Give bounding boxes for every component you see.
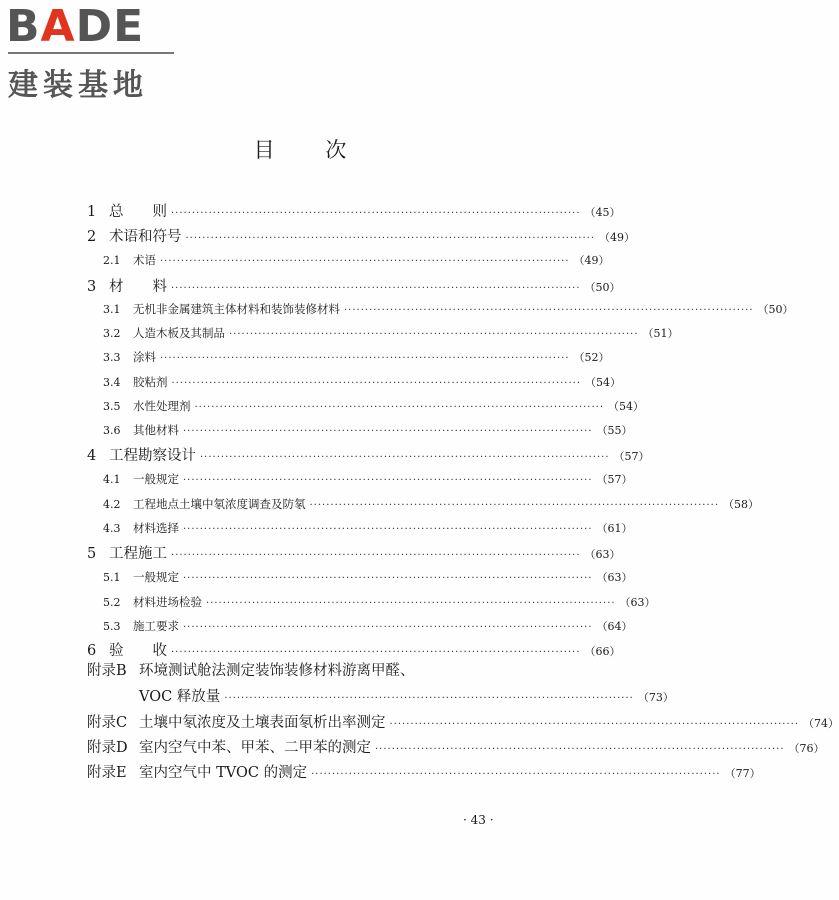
toc-entry-page: （77） xyxy=(724,767,761,780)
toc-entry[interactable] xyxy=(103,520,633,536)
toc-entry-number: 2.1 xyxy=(103,254,121,267)
toc-entry-number: 附录C xyxy=(87,715,128,731)
toc-entry[interactable] xyxy=(87,639,621,660)
toc-entry-label: 其他材料 xyxy=(133,423,179,437)
toc-leader-dots: ·································································································· xyxy=(171,550,581,561)
toc-entry[interactable] xyxy=(87,542,621,563)
toc-entry-label: 工程地点土壤中氡浓度调查及防氡 xyxy=(133,497,306,511)
toc-entry-page: （50） xyxy=(584,281,621,294)
toc-entry-page: （61） xyxy=(596,522,633,535)
logo-letter-accent: A xyxy=(40,1,76,52)
toc-entry-label: 施工要求 xyxy=(133,619,179,633)
toc-appendix-entry[interactable] xyxy=(87,711,839,732)
toc-leader-dots: ·································································································· xyxy=(171,283,581,294)
toc-entry-number: 3.1 xyxy=(103,303,121,316)
toc-entry-label: 人造木板及其制品 xyxy=(133,326,225,340)
toc-entry-label: 工程施工 xyxy=(109,546,167,562)
page-number: · 43 · xyxy=(463,813,494,827)
toc-entry-number: 5.3 xyxy=(103,620,121,633)
toc-entry-number: 附录E xyxy=(87,765,127,781)
toc-entry[interactable] xyxy=(103,618,633,634)
toc-entry-number: 4.1 xyxy=(103,473,121,486)
toc-entry-label: 无机非金属建筑主体材料和装饰装修材料 xyxy=(133,302,340,316)
toc-entry-number: 5 xyxy=(87,546,97,562)
toc-entry-page: （55） xyxy=(596,424,633,437)
toc-entry-page: （54） xyxy=(585,376,622,389)
toc-entry[interactable] xyxy=(87,200,621,221)
toc-entry-page: （45） xyxy=(584,206,621,219)
toc-entry[interactable] xyxy=(103,325,679,341)
logo-letter: B xyxy=(6,1,41,52)
toc-entry-page: （57） xyxy=(596,473,633,486)
bade-logo xyxy=(6,1,148,103)
toc-entry-label: 材 料 xyxy=(109,279,167,295)
toc-entry[interactable] xyxy=(103,594,656,610)
toc-entry-page: （63） xyxy=(619,596,656,609)
toc-entry-number: 3.6 xyxy=(103,424,121,437)
toc-entry-label: 土壤中氡浓度及土壤表面氡析出率测定 xyxy=(139,715,386,731)
toc-leader-dots: ·································································································· xyxy=(185,233,596,244)
toc-entry-label: 一般规定 xyxy=(133,570,179,584)
toc-entry-page: （52） xyxy=(573,351,610,364)
toc-entry-page: （58） xyxy=(723,498,760,511)
toc-entry-page: （66） xyxy=(584,645,621,658)
toc-entry-number: 5.2 xyxy=(103,596,121,609)
toc-entry-label: VOC 释放量 xyxy=(139,689,221,705)
toc-appendix-entry-continued[interactable] xyxy=(87,685,674,706)
toc-leader-dots: ·································································································· xyxy=(309,500,720,511)
toc-entry-number: 1 xyxy=(87,204,97,220)
toc-entry-page: （51） xyxy=(642,327,679,340)
toc-entry[interactable] xyxy=(103,252,610,268)
toc-entry-number: 4 xyxy=(87,448,97,464)
toc-leader-dots: ·································································································· xyxy=(171,378,582,389)
toc-leader-dots: ·································································································· xyxy=(183,524,593,535)
toc-entry-number: 3.5 xyxy=(103,400,121,413)
toc-entry-page: （63） xyxy=(596,571,633,584)
toc-entry-number: 4.3 xyxy=(103,522,121,535)
toc-entry-number: 5.1 xyxy=(103,571,121,584)
toc-entry-label: 胶粘剂 xyxy=(133,375,168,389)
toc-entry-number: 2 xyxy=(87,229,97,245)
toc-entry-label: 总 则 xyxy=(109,204,167,220)
toc-entry-page: （76） xyxy=(788,742,825,755)
toc-entry[interactable] xyxy=(103,398,645,414)
toc-entry-number: 6 xyxy=(87,643,97,659)
toc-entry-label: 水性处理剂 xyxy=(133,399,191,413)
toc-entry-page: （64） xyxy=(596,620,633,633)
toc-leader-dots: ·································································································· xyxy=(194,402,605,413)
page-title: 目 次 xyxy=(253,138,369,162)
logo-subtitle: 建装基地 xyxy=(8,68,148,103)
toc-entry-page: （49） xyxy=(573,254,610,267)
toc-leader-dots: ·································································································· xyxy=(206,598,616,609)
toc-entry-label: 一般规定 xyxy=(133,472,179,486)
toc-entry-label: 材料进场检验 xyxy=(133,595,202,609)
toc-leader-dots: ·································································································· xyxy=(311,769,721,780)
toc-entry[interactable] xyxy=(87,225,636,246)
toc-entry-page: （74） xyxy=(803,717,839,730)
toc-entry[interactable] xyxy=(87,444,650,465)
toc-entry-label: 环境测试舱法测定装饰装修材料游离甲醛、 xyxy=(139,663,415,679)
toc-leader-dots: ·································································································· xyxy=(200,452,610,463)
toc-entry[interactable] xyxy=(103,422,633,438)
toc-entry-label: 术语 xyxy=(133,253,156,267)
toc-leader-dots: ·································································································· xyxy=(229,329,639,340)
toc-appendix-entry[interactable] xyxy=(87,736,825,757)
toc-entry-number: 3.3 xyxy=(103,351,121,364)
toc-entry-page: （73） xyxy=(637,691,674,704)
toc-leader-dots: ·································································································· xyxy=(224,693,634,704)
toc-entry[interactable] xyxy=(103,374,622,390)
toc-leader-dots: ·································································································· xyxy=(160,256,570,267)
toc-entry-label: 工程勘察设计 xyxy=(109,448,196,464)
toc-entry[interactable] xyxy=(103,349,610,365)
toc-leader-dots: ·································································································· xyxy=(171,647,581,658)
toc-entry-number: 附录D xyxy=(87,740,128,756)
toc-leader-dots: ·································································································· xyxy=(183,573,593,584)
toc-entry[interactable] xyxy=(103,301,794,317)
toc-leader-dots: ·································································································· xyxy=(183,475,593,486)
toc-entry-page: （57） xyxy=(613,450,650,463)
toc-appendix-entry[interactable] xyxy=(87,659,515,680)
toc-leader-dots: ·································································································· xyxy=(183,426,593,437)
logo-letter: DE xyxy=(75,1,145,52)
toc-entry-page: （63） xyxy=(584,548,621,561)
toc-entry[interactable] xyxy=(103,569,633,585)
toc-entry[interactable] xyxy=(103,471,633,487)
toc-leader-dots: ·································································································· xyxy=(160,353,570,364)
toc-entry-page: （50） xyxy=(757,303,794,316)
toc-leader-dots: ·································································································· xyxy=(183,622,593,633)
toc-entry-number: 附录B xyxy=(87,663,127,679)
toc-entry-number: 3 xyxy=(87,279,97,295)
toc-leader-dots: ·································································································· xyxy=(375,744,785,755)
toc-entry-page: （49） xyxy=(599,231,636,244)
toc-appendix-entry[interactable] xyxy=(87,761,761,782)
toc-entry-label: 术语和符号 xyxy=(109,229,182,245)
toc-leader-dots: ·································································································· xyxy=(389,719,800,730)
toc-entry-number: 4.2 xyxy=(103,498,121,511)
toc-entry-label: 室内空气中 TVOC 的测定 xyxy=(139,765,308,781)
toc-leader-dots: ·································································································· xyxy=(344,305,754,316)
toc-entry-label: 材料选择 xyxy=(133,521,179,535)
logo-wordmark xyxy=(6,2,144,52)
toc-entry-label: 室内空气中苯、甲苯、二甲苯的测定 xyxy=(139,740,371,756)
toc-entry[interactable] xyxy=(87,275,621,296)
toc-leader-dots: ·································································································· xyxy=(171,208,581,219)
toc-entry[interactable] xyxy=(103,496,760,512)
logo-divider xyxy=(8,52,174,54)
toc-entry-number: 3.4 xyxy=(103,376,121,389)
toc-entry-label: 验 收 xyxy=(109,643,167,659)
toc-entry-label: 涂料 xyxy=(133,350,156,364)
toc-entry-number: 3.2 xyxy=(103,327,121,340)
toc-entry-page: （54） xyxy=(608,400,645,413)
